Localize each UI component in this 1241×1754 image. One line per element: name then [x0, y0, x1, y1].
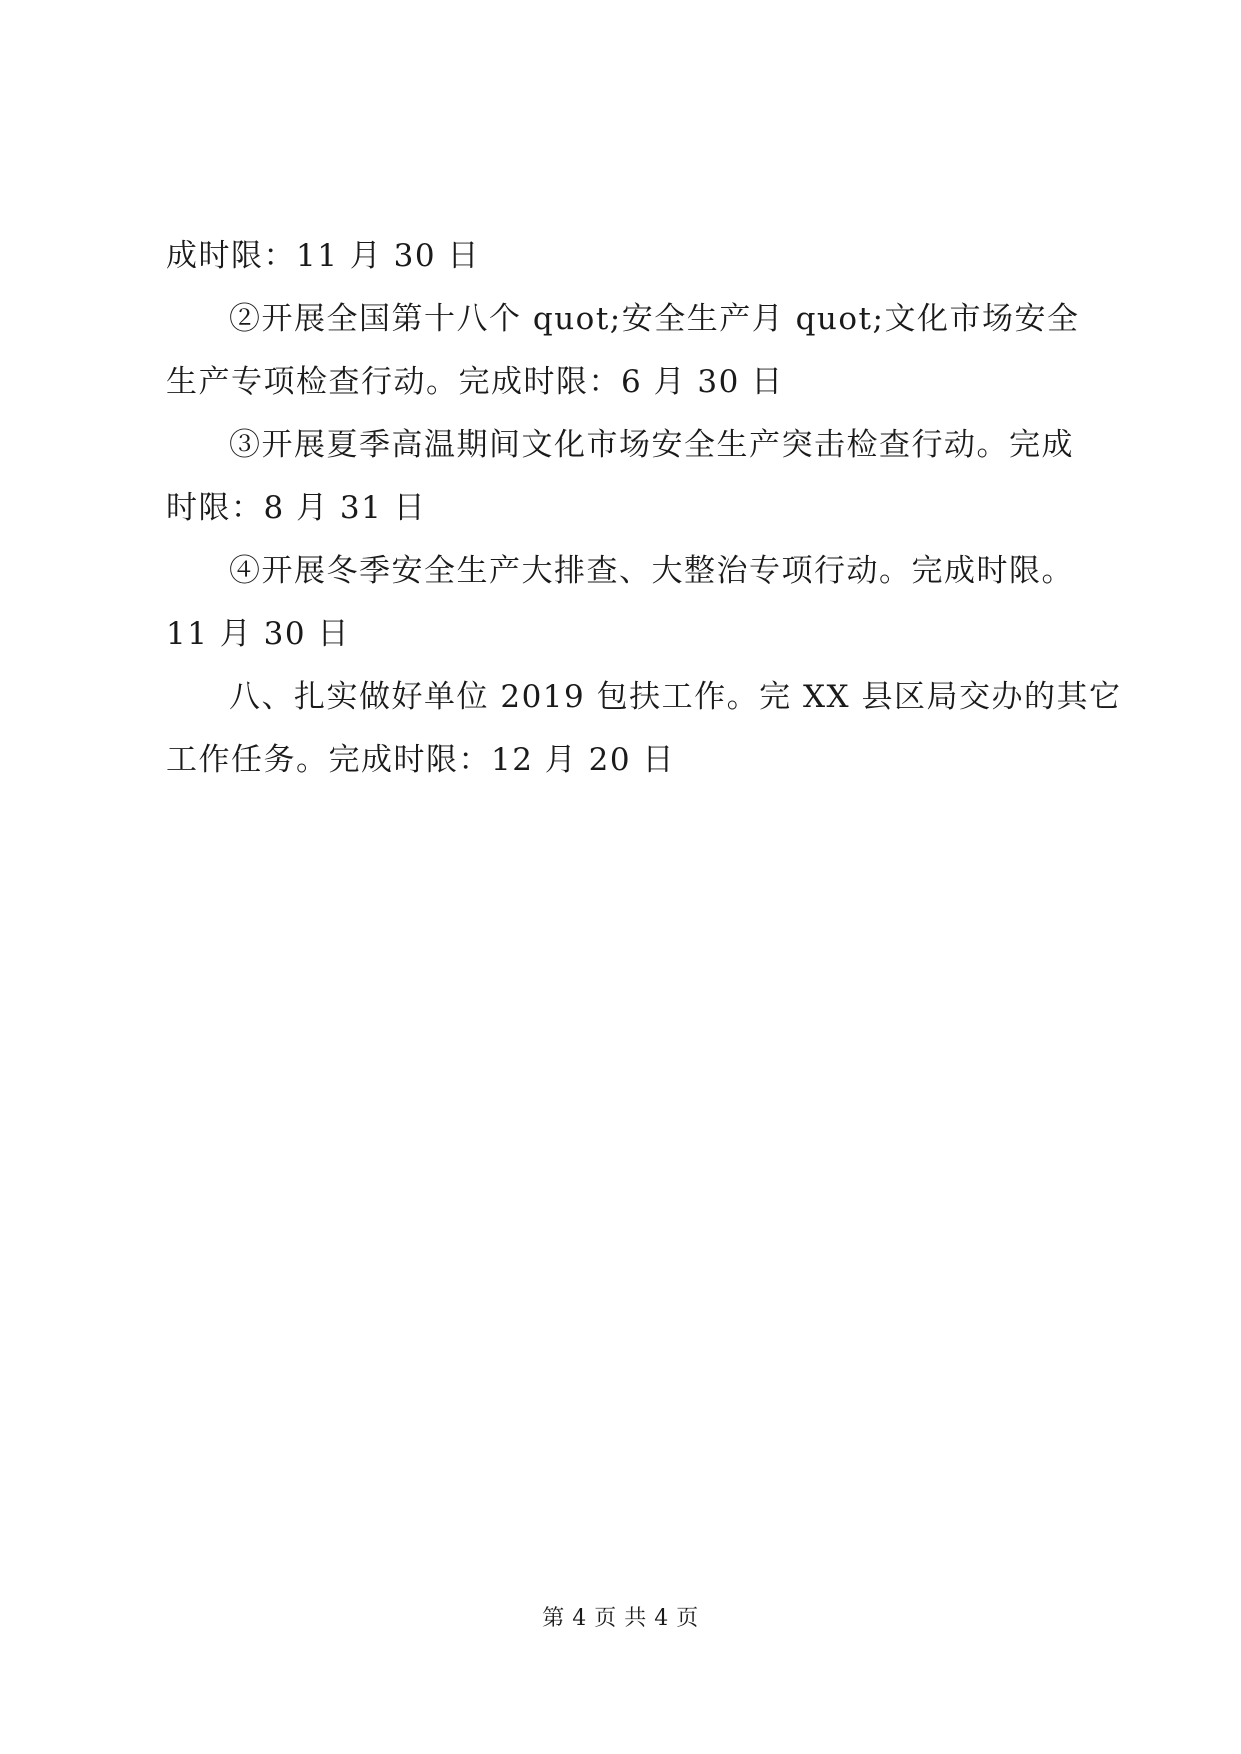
page-number-label: 第 4 页 共 4 页 [542, 1606, 699, 1631]
page-footer [0, 1604, 1241, 1634]
text-line: 工作任务。完成时限：12 月 20 日 [166, 742, 675, 778]
text-line: 八、扎实做好单位 2019 包扶工作。完 XX 县区局交办的其它 [229, 679, 1122, 715]
text-line: 成时限：11 月 30 日 [166, 238, 480, 274]
text-line: ②开展全国第十八个 quot;安全生产月 quot;文化市场安全 [229, 301, 1080, 337]
document-body [166, 225, 1122, 792]
text-line: 11 月 30 日 [166, 616, 350, 652]
text-line: ④开展冬季安全生产大排查、大整治专项行动。完成时限。 [229, 553, 1074, 589]
text-line: 时限：8 月 31 日 [166, 490, 427, 526]
text-line: 生产专项检查行动。完成时限：6 月 30 日 [166, 364, 784, 400]
text-line: ③开展夏季高温期间文化市场安全生产突击检查行动。完成 [229, 427, 1074, 463]
